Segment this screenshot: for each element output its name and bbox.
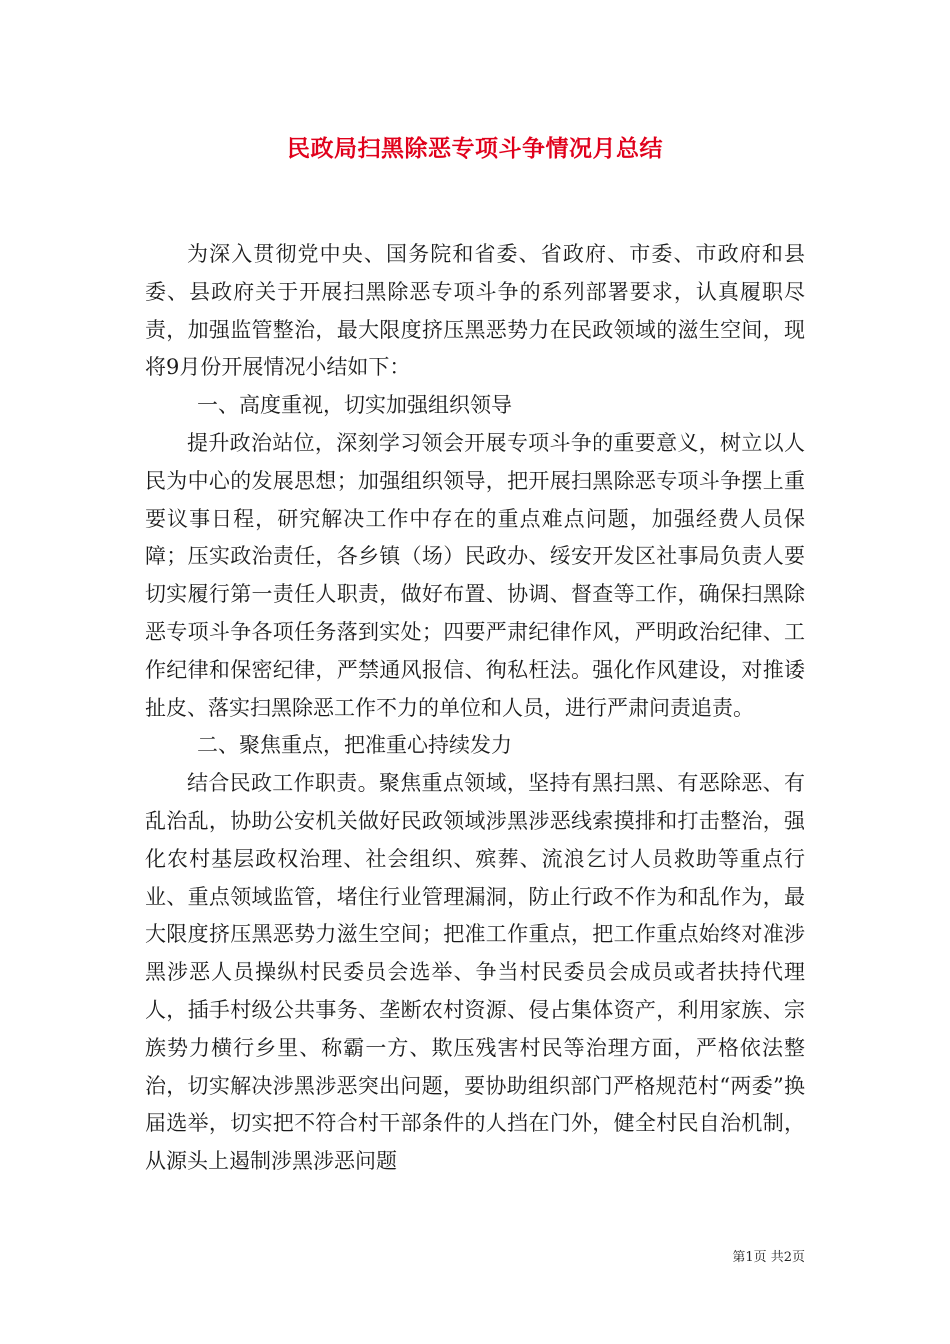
section-heading-2: 二、聚焦重点，把准重心持续发力: [197, 733, 512, 758]
page-number-footer: 第1页 共2页: [732, 1250, 805, 1265]
paragraph-section-2: 结合民政工作职责。聚焦重点领域，坚持有黑扫黑、有恶除恶、有乱治乱，协助公安机关做好民政领域涉黑涉恶线索摸排和打击整治，强化农村基层政权治理、社会组织、殡葬、流浪乞讨人员救助等重点行业、重点领域监管，堵住行业管理漏洞，防止行政不作为和乱作为，最大限度挤压黑恶势力滋生空间；把准工作重点，把工作重点始终对准涉黑涉恶人员操纵村民委员会选举、争当村民委员会成员或者扶持代理人，插手村级公共事务、垄断农村资源、侵占集体资产，利用家族、宗族势力横行乡里、称霸一方、欺压残害村民等治理方面，严格依法整治，切实解决涉黑涉恶突出问题，要协助组织部门严格规范村“两委”换届选举，切实把不符合村干部条件的人挡在门外，健全村民自治机制，从源头上遏制涉黑涉恶问题: [145, 771, 805, 1174]
document-body: [145, 236, 805, 1181]
paragraph-intro: 为深入贯彻党中央、国务院和省委、省政府、市委、市政府和县委、县政府关于开展扫黑除恶专项斗争的系列部署要求，认真履职尽责，加强监管整治，最大限度挤压黑恶势力在民政领域的滋生空间，现将9月份开展情况小结如下：: [145, 242, 805, 380]
document-title: 民政局扫黑除恶专项斗争情况月总结: [287, 135, 663, 162]
paragraph-section-1: 提升政治站位，深刻学习领会开展专项斗争的重要意义，树立以人民为中心的发展思想；加强组织领导，把开展扫黑除恶专项斗争摆上重要议事日程，研究解决工作中存在的重点难点问题，加强经费人员保障；压实政治责任，各乡镇（场）民政办、绥安开发区社事局负责人要切实履行第一责任人职责，做好布置、协调、督查等工作，确保扫黑除恶专项斗争各项任务落到实处；四要严肃纪律作风，严明政治纪律、工作纪律和保密纪律，严禁通风报信、徇私枉法。强化作风建设，对推诿扯皮、落实扫黑除恶工作不力的单位和人员，进行严肃问责追责。: [145, 430, 805, 720]
section-heading-1: 一、高度重视，切实加强组织领导: [197, 393, 512, 418]
